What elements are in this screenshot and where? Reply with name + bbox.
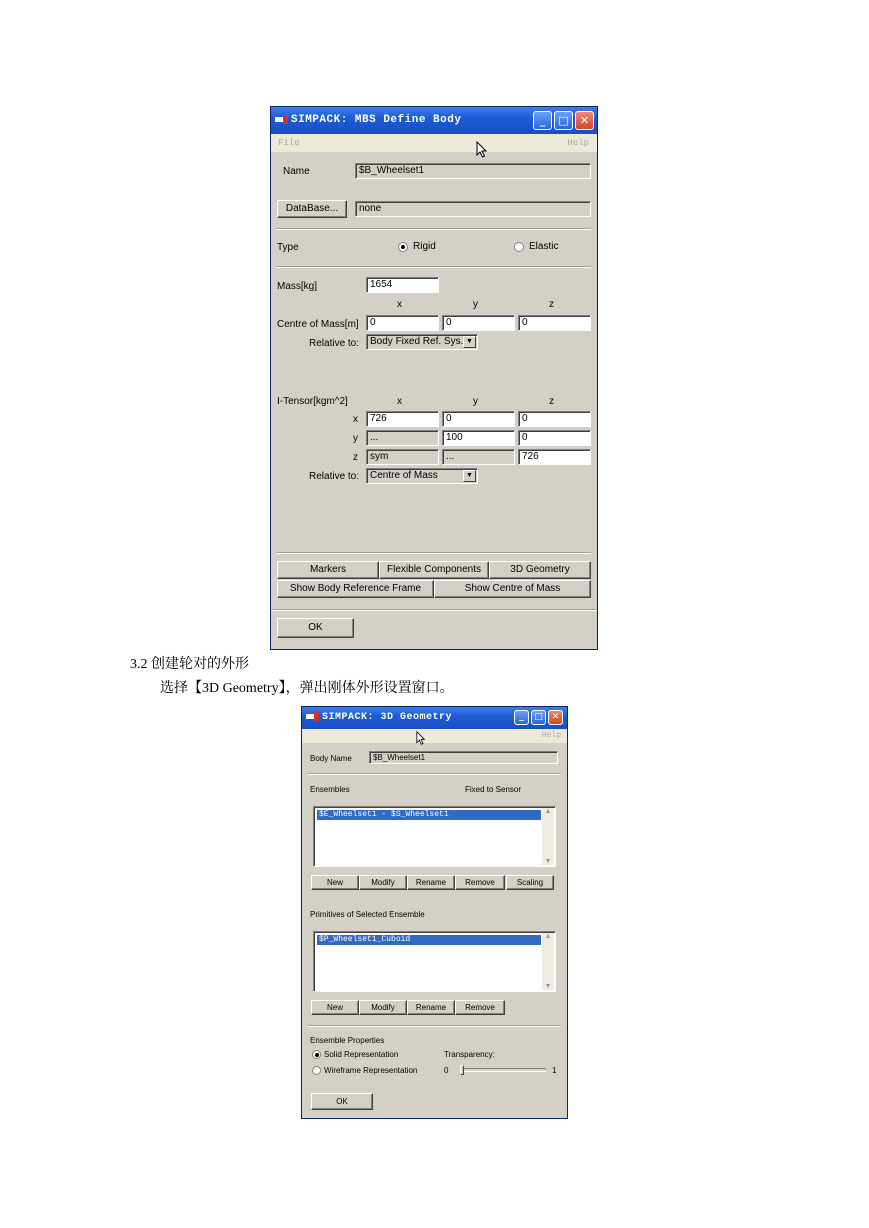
minimize-button[interactable]: _: [533, 111, 552, 130]
show-body-reference-frame-button[interactable]: Show Body Reference Frame: [277, 580, 434, 598]
com-y-field[interactable]: 0: [442, 315, 515, 331]
com-label: Centre of Mass[m]: [277, 319, 359, 330]
tensor-yz-field[interactable]: 0: [518, 430, 591, 446]
title-bar[interactable]: [302, 707, 567, 729]
close-button[interactable]: ✕: [575, 111, 594, 130]
com-relative-label: Relative to:: [309, 338, 360, 349]
maximize-button[interactable]: □: [531, 710, 546, 725]
ensemble-new-button[interactable]: New: [311, 875, 359, 890]
menu-help[interactable]: Help: [541, 731, 561, 740]
chevron-down-icon[interactable]: ▼: [463, 470, 476, 482]
tensor-yx-field: ...: [366, 430, 439, 446]
com-z-field[interactable]: 0: [518, 315, 591, 331]
paragraph: 选择【3D Geometry】，弹出刚体外形设置窗口。: [160, 681, 454, 696]
scroll-up-icon[interactable]: ▲: [544, 808, 552, 815]
title-bar[interactable]: [271, 107, 597, 134]
menu-bar: [271, 134, 597, 152]
separator: [277, 266, 591, 268]
tensor-yy-field[interactable]: 100: [442, 430, 515, 446]
separator: [277, 228, 591, 230]
ensemble-properties-label: Ensemble Properties: [310, 1036, 385, 1045]
mouse-cursor-icon: [416, 731, 426, 746]
list-item[interactable]: $E_Wheelset1 - $S_Wheelset1: [317, 810, 541, 820]
com-col-y: y: [473, 299, 478, 310]
com-col-y: y: [473, 396, 478, 407]
body-name-label: Body Name: [310, 754, 352, 763]
itensor-label: I-Tensor[kgm^2]: [277, 396, 348, 407]
solid-label: Solid Representation: [324, 1050, 399, 1059]
list-item[interactable]: $P_Wheelset1_Cuboid: [317, 935, 541, 945]
tensor-row-y: y: [353, 433, 358, 444]
separator: [271, 609, 597, 611]
tensor-row-x: x: [353, 414, 358, 425]
menu-file[interactable]: File: [278, 138, 300, 148]
flexible-components-button[interactable]: Flexible Components: [379, 561, 489, 579]
database-field[interactable]: none: [355, 201, 591, 217]
transparency-slider[interactable]: [460, 1065, 546, 1075]
slider-track: [460, 1068, 546, 1072]
show-centre-of-mass-button[interactable]: Show Centre of Mass: [434, 580, 591, 598]
com-relative-value: Body Fixed Ref. Sys.: [370, 336, 464, 347]
primitive-rename-button[interactable]: Rename: [407, 1000, 455, 1015]
body-name-field[interactable]: $B_Wheelset1: [369, 751, 558, 764]
com-col-z: z: [549, 396, 554, 407]
primitive-remove-button[interactable]: Remove: [455, 1000, 505, 1015]
ensemble-scaling-button[interactable]: Scaling: [506, 875, 554, 890]
menu-bar: [302, 729, 567, 743]
com-x-field[interactable]: 0: [366, 315, 439, 331]
define-body-window: [270, 106, 598, 650]
wireframe-label: Wireframe Representation: [324, 1066, 418, 1075]
fixed-to-sensor-label: Fixed to Sensor: [465, 785, 522, 794]
tensor-zz-field[interactable]: 726: [518, 449, 591, 465]
markers-button[interactable]: Markers: [277, 561, 379, 579]
primitive-new-button[interactable]: New: [311, 1000, 359, 1015]
chevron-down-icon[interactable]: ▼: [463, 336, 476, 348]
tensor-relative-value: Centre of Mass: [370, 470, 438, 481]
primitive-modify-button[interactable]: Modify: [359, 1000, 407, 1015]
simpack-app-icon: [306, 712, 320, 722]
tensor-relative-select[interactable]: [366, 468, 478, 484]
tensor-row-z: z: [353, 452, 358, 463]
minimize-button[interactable]: _: [514, 710, 529, 725]
slider-thumb[interactable]: [460, 1065, 464, 1075]
ensemble-rename-button[interactable]: Rename: [407, 875, 455, 890]
transparency-label: Transparency:: [444, 1050, 495, 1059]
ensemble-remove-button[interactable]: Remove: [455, 875, 505, 890]
mass-label: Mass[kg]: [277, 281, 318, 292]
com-col-z: z: [549, 299, 554, 310]
separator: [277, 552, 591, 554]
scrollbar[interactable]: [542, 808, 554, 865]
ok-button[interactable]: OK: [277, 618, 354, 638]
primitives-list[interactable]: [313, 931, 556, 992]
window-title: SIMPACK: 3D Geometry: [322, 712, 453, 723]
scroll-up-icon[interactable]: ▲: [544, 933, 552, 940]
solid-radio[interactable]: [312, 1050, 321, 1059]
mass-field[interactable]: 1654: [366, 277, 439, 293]
name-field[interactable]: $B_Wheelset1: [355, 163, 591, 179]
primitives-label: Primitives of Selected Ensemble: [310, 910, 425, 919]
separator: [308, 773, 561, 775]
mouse-cursor-icon: [476, 141, 488, 159]
window-title: SIMPACK: MBS Define Body: [291, 114, 462, 126]
tensor-xz-field[interactable]: 0: [518, 411, 591, 427]
slider-max-label: 1: [552, 1066, 557, 1075]
name-label: Name: [283, 166, 310, 177]
tensor-xx-field[interactable]: 726: [366, 411, 439, 427]
3d-geometry-button[interactable]: 3D Geometry: [489, 561, 591, 579]
close-button[interactable]: ✕: [548, 710, 563, 725]
database-button[interactable]: DataBase...: [277, 200, 347, 218]
com-col-x: x: [397, 299, 402, 310]
com-relative-select[interactable]: [366, 334, 478, 350]
simpack-app-icon: [275, 115, 289, 125]
ensemble-modify-button[interactable]: Modify: [359, 875, 407, 890]
type-label: Type: [277, 242, 299, 253]
maximize-button[interactable]: □: [554, 111, 573, 130]
elastic-radio[interactable]: [514, 242, 524, 252]
tensor-zy-field: ...: [442, 449, 515, 465]
slider-min-label: 0: [444, 1066, 449, 1075]
com-col-x: x: [397, 396, 402, 407]
3d-geometry-window: [301, 706, 568, 1119]
rigid-radio[interactable]: [398, 242, 408, 252]
menu-help[interactable]: Help: [567, 138, 589, 148]
tensor-zx-field: sym: [366, 449, 439, 465]
wireframe-radio[interactable]: [312, 1066, 321, 1075]
scroll-down-icon[interactable]: ▼: [544, 858, 552, 865]
elastic-label: Elastic: [529, 241, 559, 252]
separator: [308, 1025, 561, 1027]
ensembles-list[interactable]: [313, 806, 556, 867]
tensor-relative-label: Relative to:: [309, 471, 360, 482]
rigid-label: Rigid: [413, 241, 436, 252]
ok-button[interactable]: OK: [311, 1093, 373, 1110]
section-heading: 3.2 创建轮对的外形: [130, 657, 249, 672]
ensembles-label: Ensembles: [310, 785, 350, 794]
scroll-down-icon[interactable]: ▼: [544, 983, 552, 990]
scrollbar[interactable]: [542, 933, 554, 990]
tensor-xy-field[interactable]: 0: [442, 411, 515, 427]
